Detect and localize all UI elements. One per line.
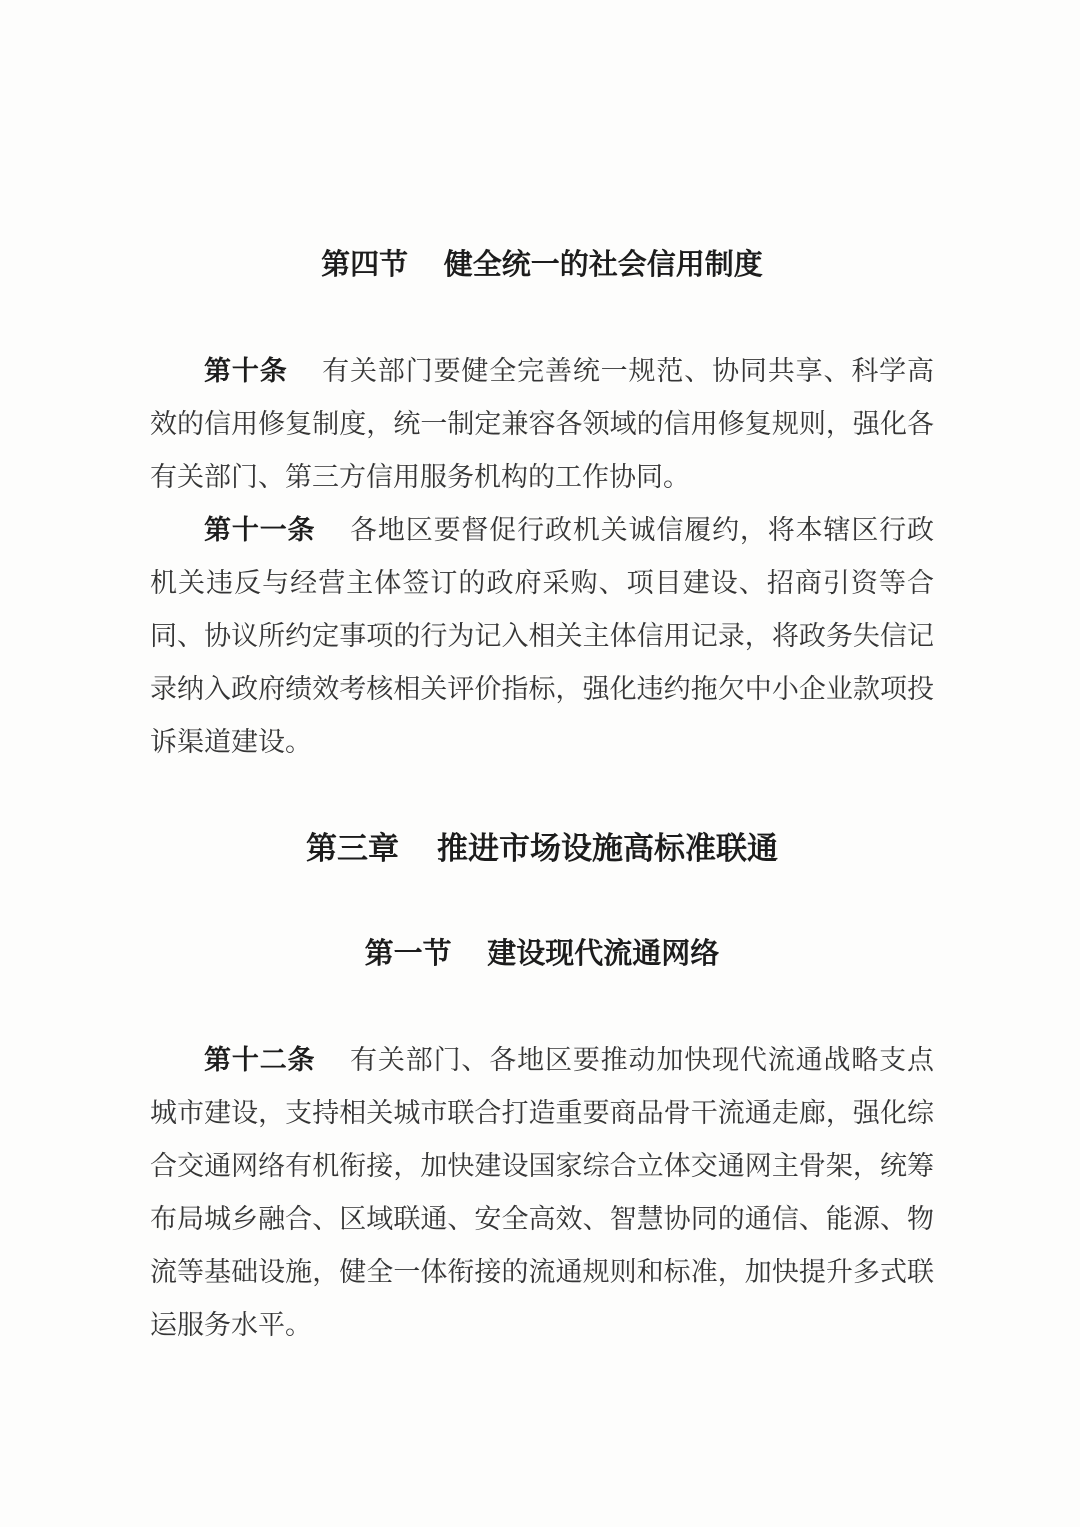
article-11-paragraph bbox=[150, 504, 934, 769]
chapter-number: 第三章 bbox=[305, 831, 399, 866]
article-11-text: 各地区要督促行政机关诚信履约，将本辖区行政机关违反与经营主体签订的政府采购、项目建设、招商引资等合同、协议所约定事项的行为记入相关主体信用记录，将政务失信记录纳入政府绩效考核相关评价指标，强化违约拖欠中小企业款项投诉渠道建设。 bbox=[150, 515, 935, 757]
section-heading-credit-system bbox=[150, 239, 934, 292]
article-12-text: 有关部门、各地区要推动加快现代流通战略支点城市建设，支持相关城市联合打造重要商品骨干流通走廊，强化综合交通网络有机衔接，加快建设国家综合立体交通网主骨架，统筹布局城乡融合、区域联通、安全高效、智慧协同的通信、能源、物流等基础设施，健全一体衔接的流通规则和标准，加快提升多式联运服务水平。 bbox=[150, 1045, 935, 1340]
article-12-label: 第十二条 bbox=[204, 1045, 316, 1075]
section-number: 第四节 bbox=[321, 249, 409, 281]
chapter-title: 推进市场设施高标准联通 bbox=[437, 831, 779, 866]
article-12-paragraph bbox=[150, 1034, 934, 1352]
section-title: 建设现代流通网络 bbox=[487, 938, 720, 970]
article-10-paragraph bbox=[150, 345, 934, 504]
article-10-label: 第十条 bbox=[204, 356, 288, 386]
article-11-label: 第十一条 bbox=[204, 515, 316, 545]
section-title: 健全统一的社会信用制度 bbox=[443, 249, 763, 281]
section-heading-circulation-network bbox=[150, 928, 934, 981]
chapter-heading-market-facilities bbox=[150, 822, 934, 875]
section-number: 第一节 bbox=[364, 938, 452, 970]
article-10-text: 有关部门要健全完善统一规范、协同共享、科学高效的信用修复制度，统一制定兼容各领域的信用修复规则，强化各有关部门、第三方信用服务机构的工作协同。 bbox=[150, 356, 935, 492]
